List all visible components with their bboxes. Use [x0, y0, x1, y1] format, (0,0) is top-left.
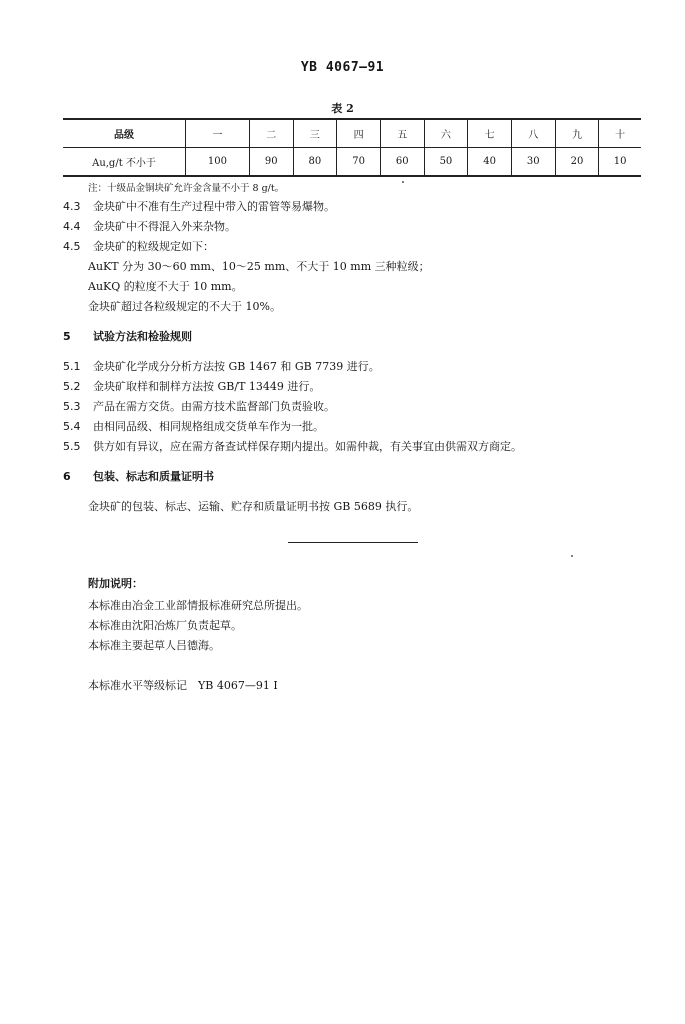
grade-cell: 六 [424, 119, 468, 148]
table-note: 注：十级品金铜块矿允许金含量不小于 8 g/t。 [88, 183, 285, 194]
value-cell: 40 [468, 148, 512, 177]
clause-4-5-line-b: AuKQ 的粒度不大于 10 mm。 [88, 280, 243, 293]
scan-speck [402, 181, 404, 183]
clause-number: 5.1 [63, 360, 81, 373]
grade-cell: 八 [511, 119, 555, 148]
value-cell: 50 [424, 148, 468, 177]
clause-number: 5.2 [63, 380, 81, 393]
clause-text: 金块矿中不准有生产过程中带入的雷管等易爆物。 [93, 200, 335, 213]
clause-number: 4.3 [63, 200, 81, 213]
clause-text: 金块矿取样和制样方法按 GB/T 13449 进行。 [93, 380, 321, 393]
clause-4-5-line-c: 金块矿超过各粒级规定的不大于 10%。 [88, 300, 281, 313]
clause-number: 5.4 [63, 420, 81, 433]
grade-cell: 一 [186, 119, 250, 148]
clause-number: 4.5 [63, 240, 81, 253]
value-cell: 20 [555, 148, 599, 177]
value-cell: 60 [380, 148, 424, 177]
appendix-title: 附加说明： [88, 577, 143, 590]
section-title: 包装、标志和质量证明书 [93, 470, 214, 483]
clause-text: 由相同品级、相同规格组成交货单车作为一批。 [93, 420, 324, 433]
clause-6-body: 金块矿的包装、标志、运输、贮存和质量证明书按 GB 5689 执行。 [88, 500, 419, 513]
section-5-heading [63, 328, 192, 344]
grade-cell: 十 [599, 119, 641, 148]
clause-number: 4.4 [63, 220, 81, 233]
grade-cell: 九 [555, 119, 599, 148]
section-6-heading [63, 468, 214, 484]
grade-cell: 五 [380, 119, 424, 148]
grade-cell: 四 [337, 119, 381, 148]
appendix-line: 本标准主要起草人吕德海。 [88, 639, 220, 652]
clause-text: 产品在需方交货。由需方技术监督部门负责验收。 [93, 400, 335, 413]
document-code-header: YB 4067—91 [300, 60, 385, 75]
value-cell: 100 [186, 148, 250, 177]
grade-table [63, 118, 641, 177]
table-header-label: 品级 [63, 119, 186, 148]
clause-5-5 [63, 438, 522, 454]
table-value-row [63, 148, 641, 177]
section-number: 5 [63, 330, 71, 343]
separator-rule [288, 542, 418, 543]
appendix-line: 本标准由沈阳冶炼厂负责起草。 [88, 619, 242, 632]
grade-cell: 三 [293, 119, 337, 148]
clause-5-2 [63, 378, 320, 394]
table-row-label: Au,g/t 不小于 [63, 148, 186, 177]
section-number: 6 [63, 470, 71, 483]
value-cell: 70 [337, 148, 381, 177]
clause-text: 金块矿中不得混入外来杂物。 [93, 220, 236, 233]
section-title: 试验方法和检验规则 [93, 330, 192, 343]
clause-5-3 [63, 398, 335, 414]
clause-text: 金块矿化学成分分析方法按 GB 1467 和 GB 7739 进行。 [93, 360, 380, 373]
clause-text: 金块矿的粒级规定如下： [93, 240, 214, 253]
clause-number: 5.3 [63, 400, 81, 413]
clause-5-1 [63, 358, 380, 374]
table-title: 表 2 [331, 102, 354, 115]
value-cell: 10 [599, 148, 641, 177]
clause-4-4 [63, 218, 236, 234]
appendix-line: 本标准由冶金工业部情报标准研究总所提出。 [88, 599, 308, 612]
value-cell: 90 [249, 148, 293, 177]
grade-cell: 二 [249, 119, 293, 148]
standard-level-mark: 本标准水平等级标记 YB 4067—91 I [88, 679, 278, 692]
value-cell: 80 [293, 148, 337, 177]
clause-4-5-line-a: AuKT 分为 30～60 mm、10～25 mm、不大于 10 mm 三种粒级； [88, 260, 430, 273]
grade-cell: 七 [468, 119, 512, 148]
table-header-row [63, 119, 641, 148]
clause-5-4 [63, 418, 324, 434]
clause-4-3 [63, 198, 335, 214]
clause-number: 5.5 [63, 440, 81, 453]
clause-text: 供方如有异议，应在需方备查试样保存期内提出。如需仲裁，有关事宜由供需双方商定。 [93, 440, 522, 453]
scan-speck [571, 555, 573, 557]
clause-4-5 [63, 238, 214, 254]
value-cell: 30 [511, 148, 555, 177]
